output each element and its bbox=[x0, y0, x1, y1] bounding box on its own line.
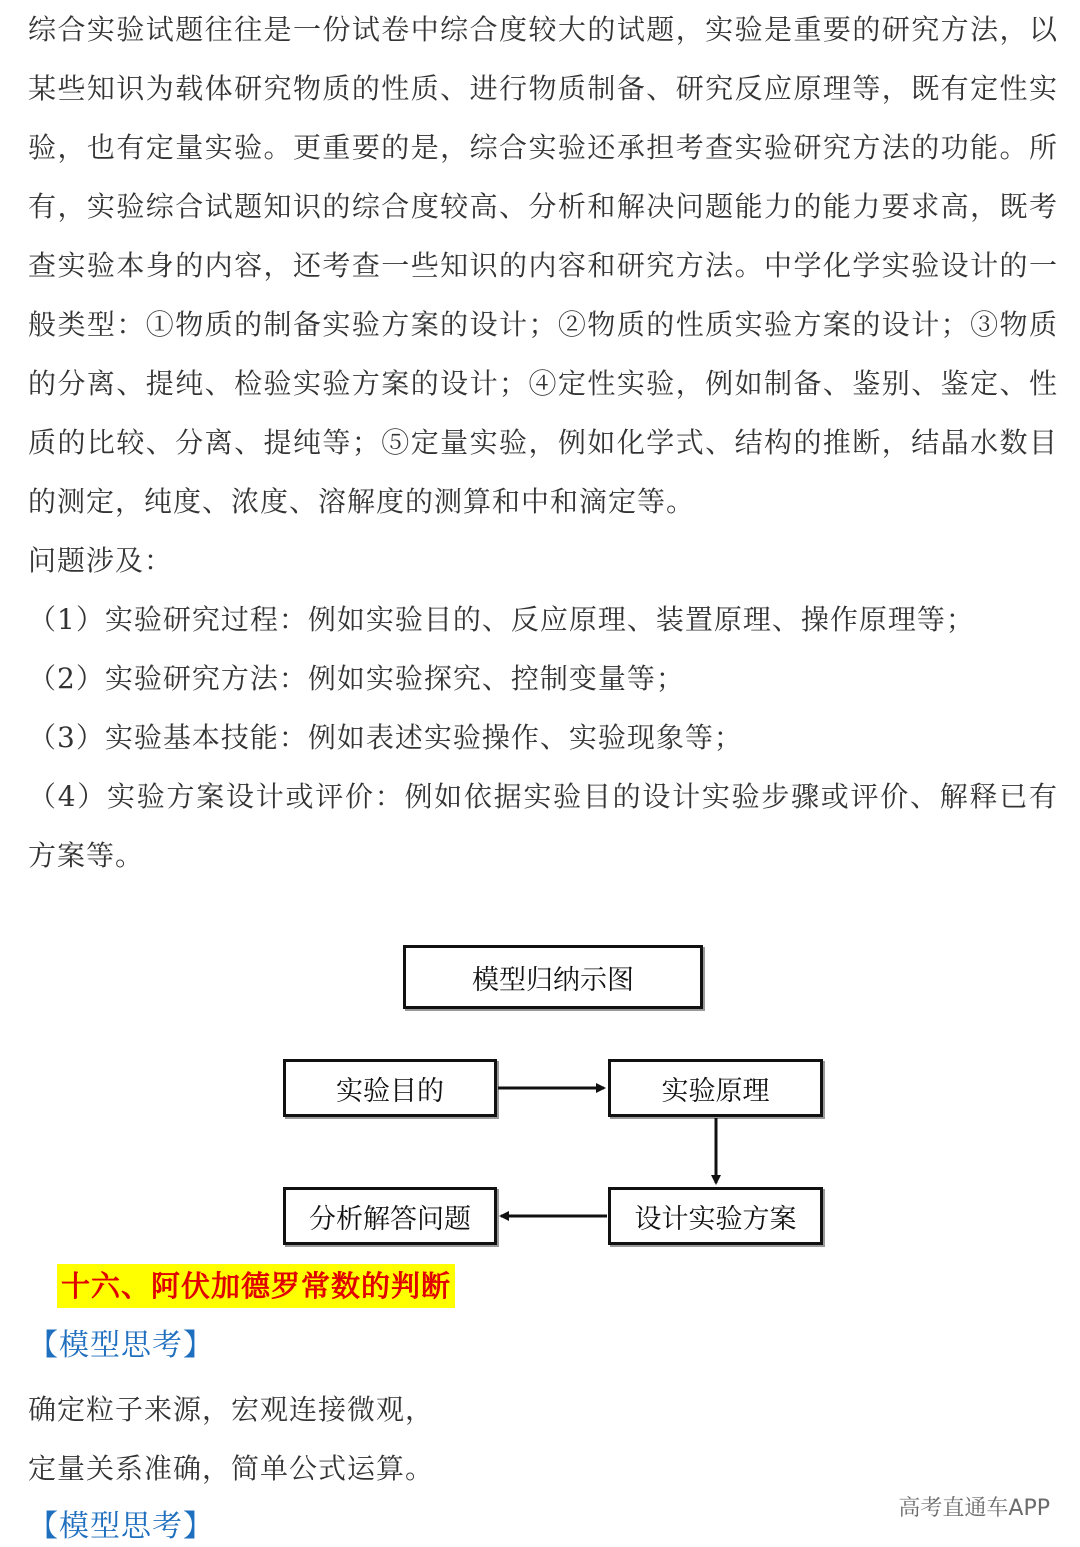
node-analyze-answer-label: 分析解答问题 bbox=[309, 1203, 471, 1235]
think-label-1: 【模型思考】 bbox=[28, 1328, 214, 1363]
issue-item-2: （2）实验研究方法：例如实验探究、控制变量等； bbox=[28, 662, 685, 695]
issue-item-1: （1）实验研究过程：例如实验目的、反应原理、装置原理、操作原理等； bbox=[28, 603, 975, 636]
node-experiment-principle bbox=[608, 1059, 823, 1117]
issue-item-4: （4）实验方案设计或评价：例如依据实验目的设计实验步骤或评价、解释已有方案等。 bbox=[28, 780, 1058, 872]
node-design-plan-label: 设计实验方案 bbox=[634, 1203, 797, 1235]
diagram-title-box bbox=[403, 945, 703, 1009]
issues-label: 问题涉及： bbox=[28, 544, 174, 577]
node-experiment-purpose-label: 实验目的 bbox=[336, 1075, 444, 1107]
intro-text bbox=[28, 0, 1058, 885]
node-design-plan bbox=[608, 1187, 823, 1245]
summary-line-2: 定量关系准确，简单公式运算。 bbox=[28, 1452, 435, 1485]
node-analyze-answer bbox=[283, 1187, 497, 1245]
section-heading: 十六、阿伏加德罗常数的判断 bbox=[57, 1264, 455, 1308]
summary-line-1: 确定粒子来源，宏观连接微观， bbox=[28, 1393, 435, 1426]
watermark: 高考直通车APP bbox=[898, 1496, 1050, 1521]
think-label-2: 【模型思考】 bbox=[28, 1509, 214, 1544]
issue-item-3: （3）实验基本技能：例如表述实验操作、实验现象等； bbox=[28, 721, 743, 754]
node-experiment-purpose bbox=[283, 1059, 497, 1117]
intro-paragraph: 综合实验试题往往是一份试卷中综合度较大的试题，实验是重要的研究方法，以某些知识为载体研究物质的性质、进行物质制备、研究反应原理等，既有定性实验，也有定量实验。更重要的是，综合实验还承担考查实验研究方法的功能。所有，实验综合试题知识的综合度较高、分析和解决问题能力的能力要求高，既考查实验本身的内容，还考查一些知识的内容和研究方法。中学化学实验设计的一般类型：①物质的制备实验方案的设计；②物质的性质实验方案的设计；③物质的分离、提纯、检验实验方案的设计；④定性实验，例如制备、鉴别、鉴定、性质的比较、分离、提纯等；⑤定量实验，例如化学式、结构的推断，结晶水数目的测定，纯度、浓度、溶解度的测算和中和滴定等。 bbox=[28, 13, 1058, 518]
diagram-title: 模型归纳示图 bbox=[472, 964, 634, 996]
node-experiment-principle-label: 实验原理 bbox=[661, 1075, 770, 1107]
